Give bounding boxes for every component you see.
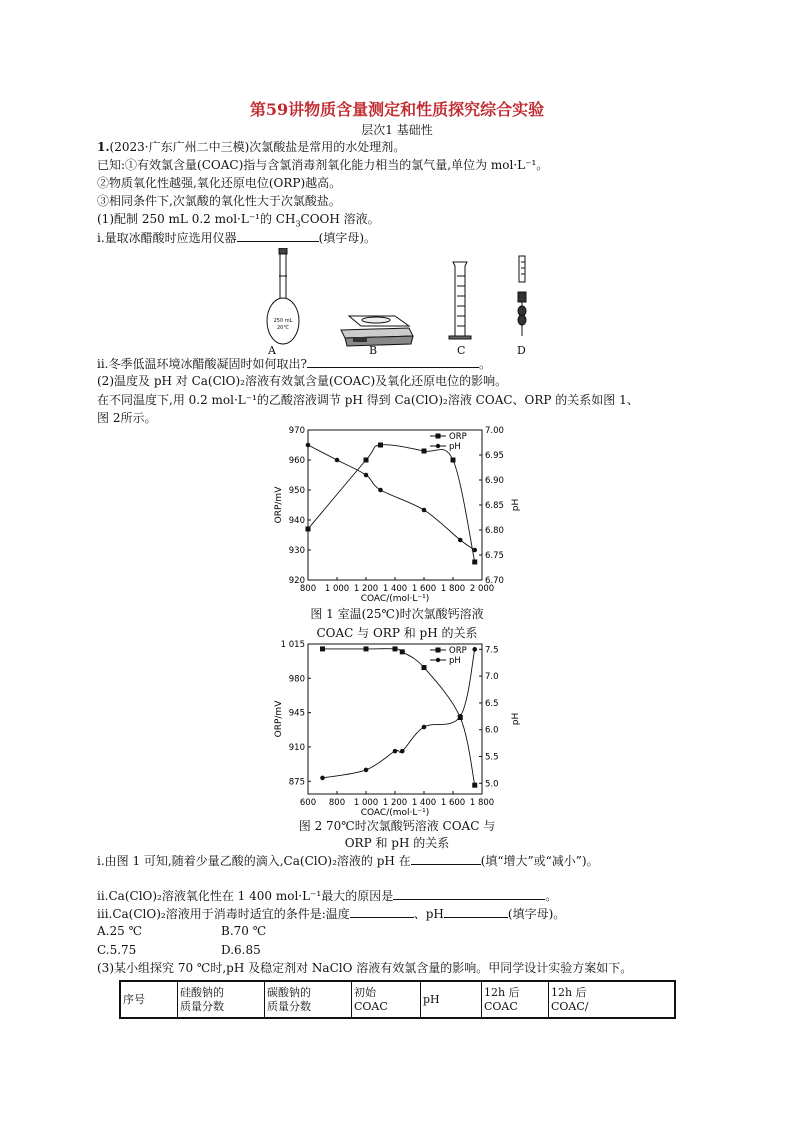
orp-point [472,783,477,788]
x-axis-label: COAC/(mol·L⁻¹) [360,594,430,604]
question-iii: ⅲ.Ca(ClO)₂溶液用于消毒时适宜的条件是:温度 、pH (填字母)。 [97,907,566,921]
y2-tick-label: 6.80 [485,526,504,536]
page-title: 第59讲物质含量测定和性质探究综合实验 [249,100,545,119]
option-b: B.70 ℃ [221,924,267,938]
x-tick-label: 2 000 [469,584,495,594]
question-i: ⅰ.由图 1 可知,随着少量乙酸的滴入,Ca(ClO)₂溶液的 pH 在 (填“增大”或“减小”)。 [97,854,599,868]
orp-point [364,458,369,463]
part-1-ii: ⅱ.冬季低温环境冰醋酸凝固时如何取出? 。 [97,357,491,371]
y2-tick-label: 6.95 [485,451,504,461]
ph-point [422,508,427,513]
known-1: 已知:①有效氯含量(COAC)指与含氯消毒剂氧化能力相当的氯气量,单位为 mol·L⁻¹。 [97,158,549,172]
y-axis-label: ORP/mV [274,486,284,524]
y2-axis-label: pH [511,712,521,726]
part-2-body-2: 图 2所示。 [97,411,157,425]
y2-tick-label: 7.0 [485,672,499,683]
x-tick-label: 1 200 [382,798,408,808]
x-tick-label: 1 600 [440,798,466,808]
table-header-cell: 碳酸钠的 质量分数 [265,981,352,1018]
y2-tick-label: 6.5 [485,698,499,709]
x-tick-label: 1 800 [440,584,466,594]
table-header-cell: 12h 后 COAC/ [549,981,676,1018]
legend-label: ORP [449,432,467,442]
ph-point [364,473,369,478]
ph-point [472,548,477,553]
y-tick-label: 945 [288,708,305,719]
svg-text:250 mL: 250 mL [273,318,293,324]
label-d: D [517,344,526,357]
volumetric-flask-icon [267,248,299,344]
series-line-orp [308,445,475,562]
y2-tick-label: 6.70 [485,576,504,586]
x-tick-label: 1 800 [469,798,495,808]
legend-label: pH [449,656,461,666]
ph-point [458,714,463,719]
legend-marker [436,648,441,653]
x-tick-label: 1 600 [411,584,437,594]
orp-point [378,443,383,448]
ph-point [306,443,311,448]
figure-2-caption: 图 2 70℃时次氯酸钙溶液 COAC 与 [298,819,496,833]
series-line-orp [323,649,475,785]
part-1: (1)配制 250 mL 0.2 mol·L⁻¹的 $CH_3COOH$ 溶液。 [97,212,380,229]
series-line-ph [323,649,475,778]
x-tick-label: 1 200 [353,584,379,594]
x-tick-label: 1 000 [353,798,379,808]
y-tick-label: 950 [288,486,305,496]
legend-marker [436,434,441,439]
x-tick-label: 1 000 [324,584,350,594]
orp-point [393,646,398,651]
table-header-cell: 12h 后 COAC [482,981,549,1018]
label-b: B [369,344,378,357]
part-2: (2)温度及 pH 对 Ca(ClO)₂溶液有效氯含量(COAC)及氧化还原电位的影响。 [97,374,508,388]
x-tick-label: 800 [328,798,346,808]
y-axis-label: ORP/mV [274,700,284,738]
y2-tick-label: 6.90 [485,476,504,486]
legend-label: ORP [449,646,467,656]
y2-tick-label: 6.75 [485,551,504,561]
experiment-table [119,980,676,1019]
x-tick-label: 600 [299,798,317,808]
y2-tick-label: 5.0 [485,779,499,790]
y2-tick-label: 5.5 [485,752,499,763]
y-tick-label: 910 [288,742,305,753]
x-tick-label: 1 400 [382,584,408,594]
option-c: C.5.75 [97,943,137,957]
legend-label: pH [449,442,461,452]
part-1-i: ⅰ.量取冰醋酸时应选用仪器 (填字母)。 [97,231,377,245]
question-stem: 1.(2023·广东广州二中三模)次氯酸盐是常用的水处理剂。 [97,140,406,154]
ph-point [472,647,477,652]
x-tick-label: 800 [299,584,317,594]
y2-tick-label: 7.5 [485,645,499,656]
table-header-row [120,981,675,1018]
label-c: C [457,344,466,357]
answer-blank[interactable] [307,356,479,368]
plot-frame [308,430,482,580]
y-tick-label: 920 [288,576,305,586]
orp-point [472,560,477,565]
plot-frame [308,644,482,794]
ph-point [378,488,383,493]
ph-point [458,538,463,543]
ph-point [393,749,398,754]
y-tick-label: 940 [288,516,305,526]
x-tick-label: 1 400 [411,798,437,808]
part-2-body-1: 在不同温度下,用 0.2 mol·L⁻¹的乙酸溶液调节 pH 得到 Ca(ClO)₂溶液 COAC、ORP 的关系如图 1、 [97,393,639,407]
ph-point [335,458,340,463]
answer-blank[interactable] [350,906,414,918]
graduated-cylinder-icon [449,262,471,339]
orp-point [451,458,456,463]
orp-point [422,449,427,454]
figure-2-chart [270,636,530,816]
svg-text:20℃: 20℃ [277,325,289,331]
figure-1-chart [270,422,530,606]
table-header-cell: pH [421,981,482,1018]
section-subtitle: 层次1 基础性 [361,123,433,137]
answer-blank[interactable] [444,906,508,918]
dropper-pipette-icon [518,256,526,336]
instruments-figure [255,248,555,360]
orp-point [306,527,311,532]
y-tick-label: 1 015 [280,640,305,650]
y-tick-label: 960 [288,456,305,466]
known-2: ②物质氧化性越强,氧化还原电位(ORP)越高。 [97,176,342,190]
label-a: A [268,344,276,357]
answer-blank[interactable] [411,853,481,865]
y-tick-label: 980 [288,674,305,685]
answer-blank[interactable] [393,888,545,900]
y2-tick-label: 6.0 [485,725,499,736]
figure-1-caption: 图 1 室温(25℃)时次氯酸钙溶液 [310,607,484,621]
ph-point [320,776,325,781]
orp-point [400,649,405,654]
y-tick-label: 875 [288,777,305,788]
y2-tick-label: 6.85 [485,501,504,511]
x-axis-label: COAC/(mol·L⁻¹) [360,808,430,816]
answer-blank[interactable] [237,230,319,242]
figure-1-caption-2: COAC 与 ORP 和 pH 的关系 [316,626,478,640]
option-a: A.25 ℃ [97,924,142,938]
table-header-cell: 硅酸钠的 质量分数 [178,981,265,1018]
series-line-ph [308,445,475,550]
table-header-cell: 初始 COAC [352,981,421,1018]
question-ii: ⅱ.Ca(ClO)₂溶液氧化性在 1 400 mol·L⁻¹最大的原因是 。 [97,889,558,903]
electronic-balance-icon [341,316,413,346]
known-3: ③相同条件下,次氯酸的氧化性大于次氯酸盐。 [97,194,341,208]
ph-point [364,768,369,773]
y2-axis-label: pH [511,498,521,512]
orp-point [422,665,427,670]
legend-marker [436,444,440,448]
orp-point [364,646,369,651]
option-d: D.6.85 [221,943,261,957]
ph-point [422,725,427,730]
ph-point [400,749,405,754]
legend-marker [436,658,440,662]
y2-tick-label: 7.00 [485,426,504,436]
table-header-cell: 序号 [120,981,178,1018]
orp-point [320,646,325,651]
part-3: (3)某小组探究 70 ℃时,pH 及稳定剂对 NaClO 溶液有效氯含量的影响。甲同学设计实验方案如下。 [97,961,633,975]
y-tick-label: 970 [288,426,305,436]
figure-2-caption-2: ORP 和 pH 的关系 [344,836,450,850]
y-tick-label: 930 [288,546,305,556]
